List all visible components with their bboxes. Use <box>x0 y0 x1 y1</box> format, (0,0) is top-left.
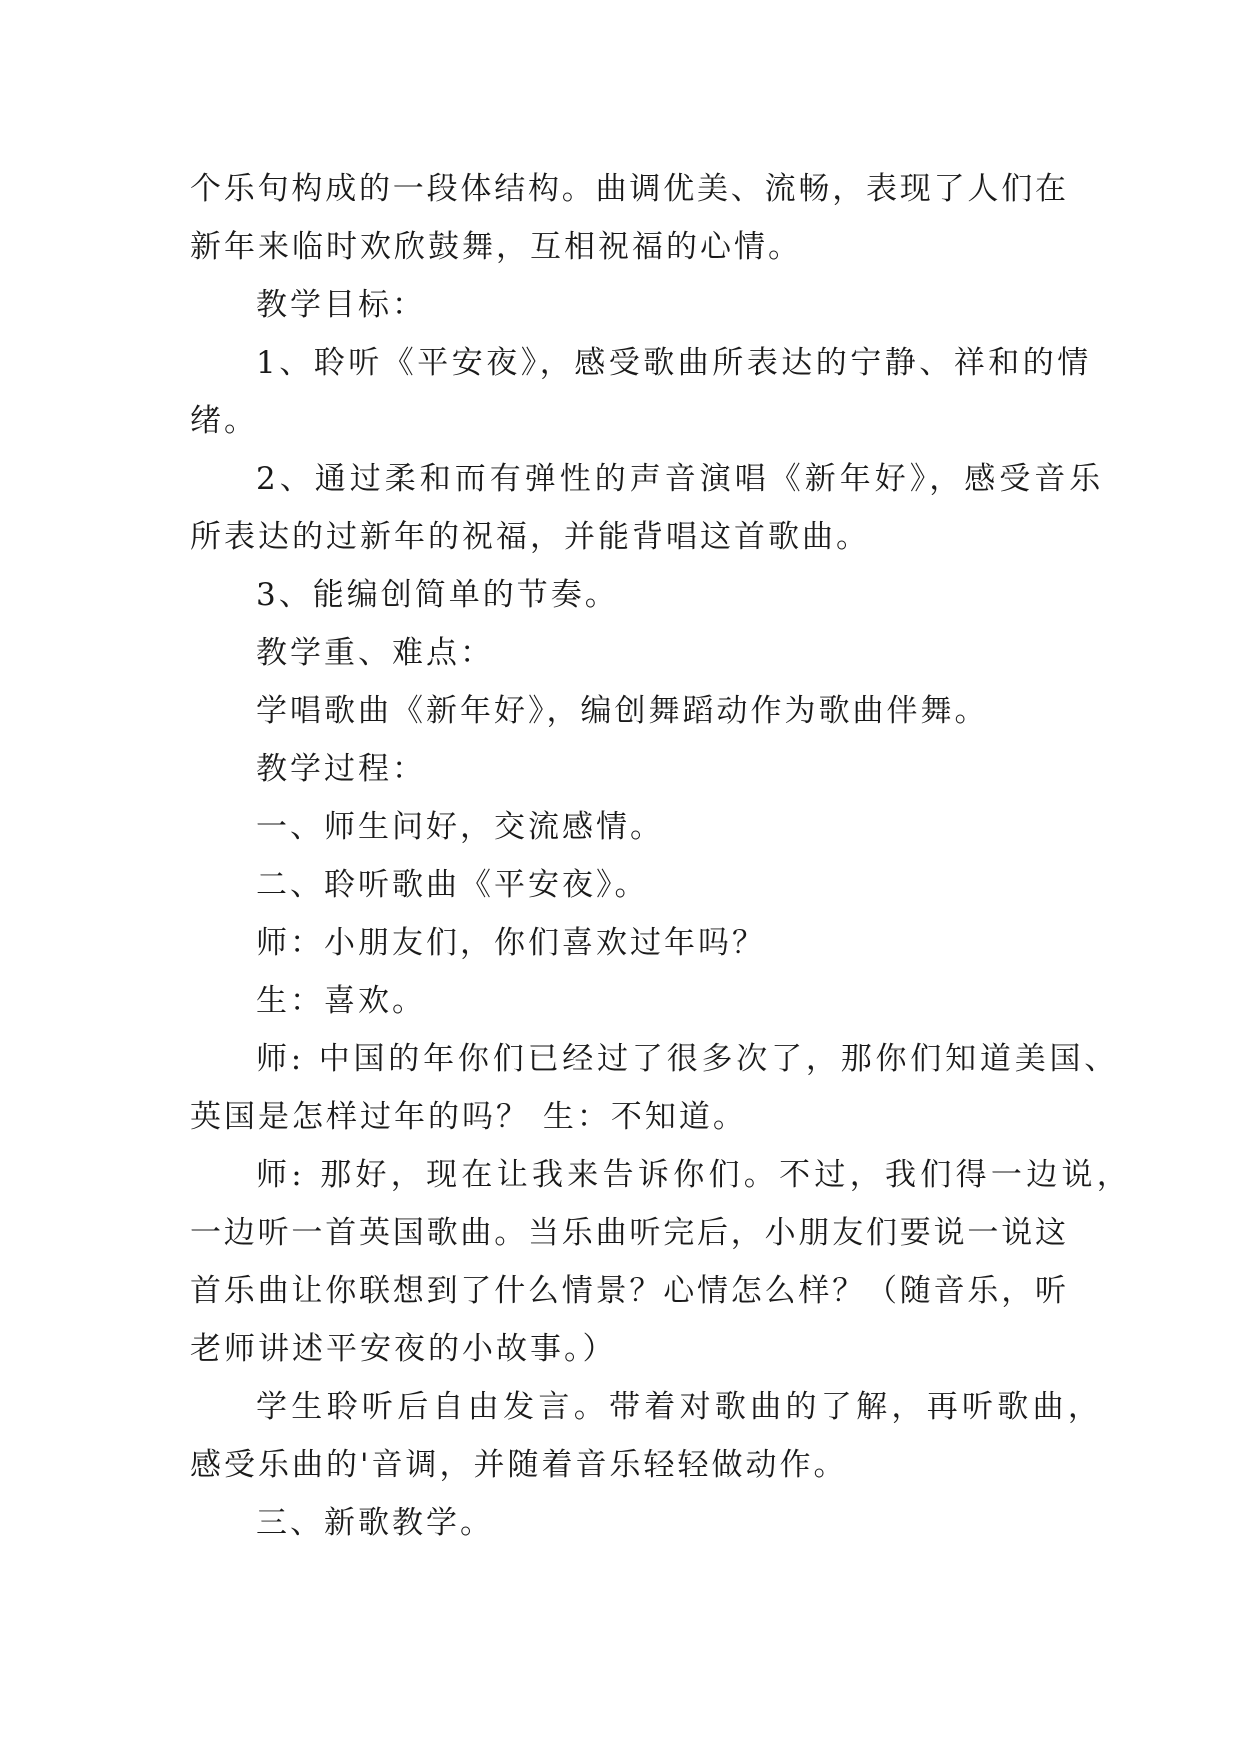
document-body <box>190 160 1133 1552</box>
text-line: 学生聆听后自由发言。带着对歌曲的了解，再听歌曲， <box>256 1389 1104 1425</box>
text-line: 师: 中国的年你们已经过了很多次了，那你们知道美国、 <box>256 1041 1120 1077</box>
text-line: 1、聆听《平安夜》，感受歌曲所表达的宁静、祥和的情 <box>256 345 1092 381</box>
text-line: 个乐句构成的一段体结构。曲调优美、流畅，表现了人们在 <box>190 171 1069 207</box>
text-line: 首乐曲让你联想到了什么情景？心情怎么样？（随音乐，听 <box>190 1273 1069 1309</box>
text-line: 师：小朋友们，你们喜欢过年吗？ <box>256 925 766 961</box>
text-line: 感受乐曲的'音调，并随着音乐轻轻做动作。 <box>190 1447 848 1483</box>
text-line: 生：喜欢。 <box>256 983 426 1019</box>
text-line: 英国是怎样过年的吗？ 生：不知道。 <box>190 1099 747 1135</box>
section-heading-process: 教学过程： <box>256 751 426 787</box>
text-line: 师: 那好，现在让我来告诉你们。不过，我们得一边说， <box>256 1157 1133 1193</box>
text-line: 2、通过柔和而有弹性的声音演唱《新年好》，感受音乐 <box>256 461 1105 497</box>
section-heading-new-song: 三、新歌教学。 <box>256 1505 494 1541</box>
section-heading-objectives: 教学目标： <box>256 287 426 323</box>
text-line: 学唱歌曲《新年好》，编创舞蹈动作为歌曲伴舞。 <box>256 693 989 729</box>
text-line: 一边听一首英国歌曲。当乐曲听完后，小朋友们要说一说这 <box>190 1215 1069 1251</box>
section-heading-key-points: 教学重、难点： <box>256 635 494 671</box>
text-line: 3、能编创简单的节奏。 <box>256 577 619 613</box>
text-line: 一、师生问好，交流感情。 <box>256 809 664 845</box>
text-line: 二、聆听歌曲《平安夜》。 <box>256 867 649 903</box>
text-line: 新年来临时欢欣鼓舞，互相祝福的心情。 <box>190 229 802 265</box>
text-line: 所表达的过新年的祝福，并能背唱这首歌曲。 <box>190 519 870 555</box>
text-line: 绪。 <box>190 403 258 439</box>
text-line: 老师讲述平安夜的小故事。） <box>190 1331 617 1367</box>
